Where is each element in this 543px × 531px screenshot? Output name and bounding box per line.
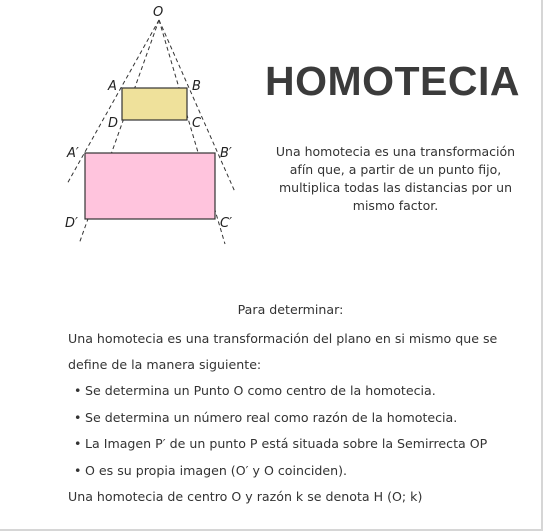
list-item: [68, 458, 528, 485]
section-intro: Una homotecia es una transformación del plano en si mismo que se define de la manera siguiente:: [68, 331, 498, 372]
label-c-prime: C′: [220, 216, 233, 231]
bullet-icon: •: [74, 462, 82, 478]
bullet-icon: •: [74, 383, 82, 398]
list-item-text: Se determina un Punto O como centro de la homotecia.: [85, 383, 436, 398]
label-d-prime: D′: [65, 216, 78, 231]
label-b-prime: B′: [220, 146, 232, 161]
bullet-list: [68, 378, 528, 484]
homothety-diagram: [55, 0, 255, 250]
list-item: [68, 405, 528, 432]
label-c: C: [192, 116, 202, 131]
bullet-icon: •: [74, 436, 82, 451]
definition-text: Una homotecia es una transformación afín que, a partir de un punto fijo, multiplica todas las distancias por un mismo factor.: [275, 144, 516, 213]
determination-section: [68, 300, 528, 510]
label-d: D: [108, 116, 119, 131]
list-item-text: La Imagen P′ de un punto P está situada sobre la Semirrecta OP: [85, 436, 488, 451]
image-rectangle: [85, 153, 215, 219]
section-subheading: Para determinar:: [237, 302, 344, 317]
page-title: HOMOTECIA: [264, 58, 521, 104]
label-a-prime: A′: [67, 146, 79, 161]
list-item-text: Se determina un número real como razón de la homotecia.: [85, 409, 458, 425]
label-b: B: [192, 79, 201, 94]
original-rectangle: [122, 88, 187, 120]
notation-text: Una homotecia de centro O y razón k se denota H (O; k): [68, 489, 423, 504]
bullet-icon: •: [74, 409, 82, 425]
label-a: A: [108, 79, 117, 94]
list-item: [68, 431, 528, 458]
label-o: O: [153, 5, 164, 20]
list-item-text: O es su propia imagen (O′ y O coinciden).: [85, 462, 348, 478]
list-item: [68, 378, 528, 405]
